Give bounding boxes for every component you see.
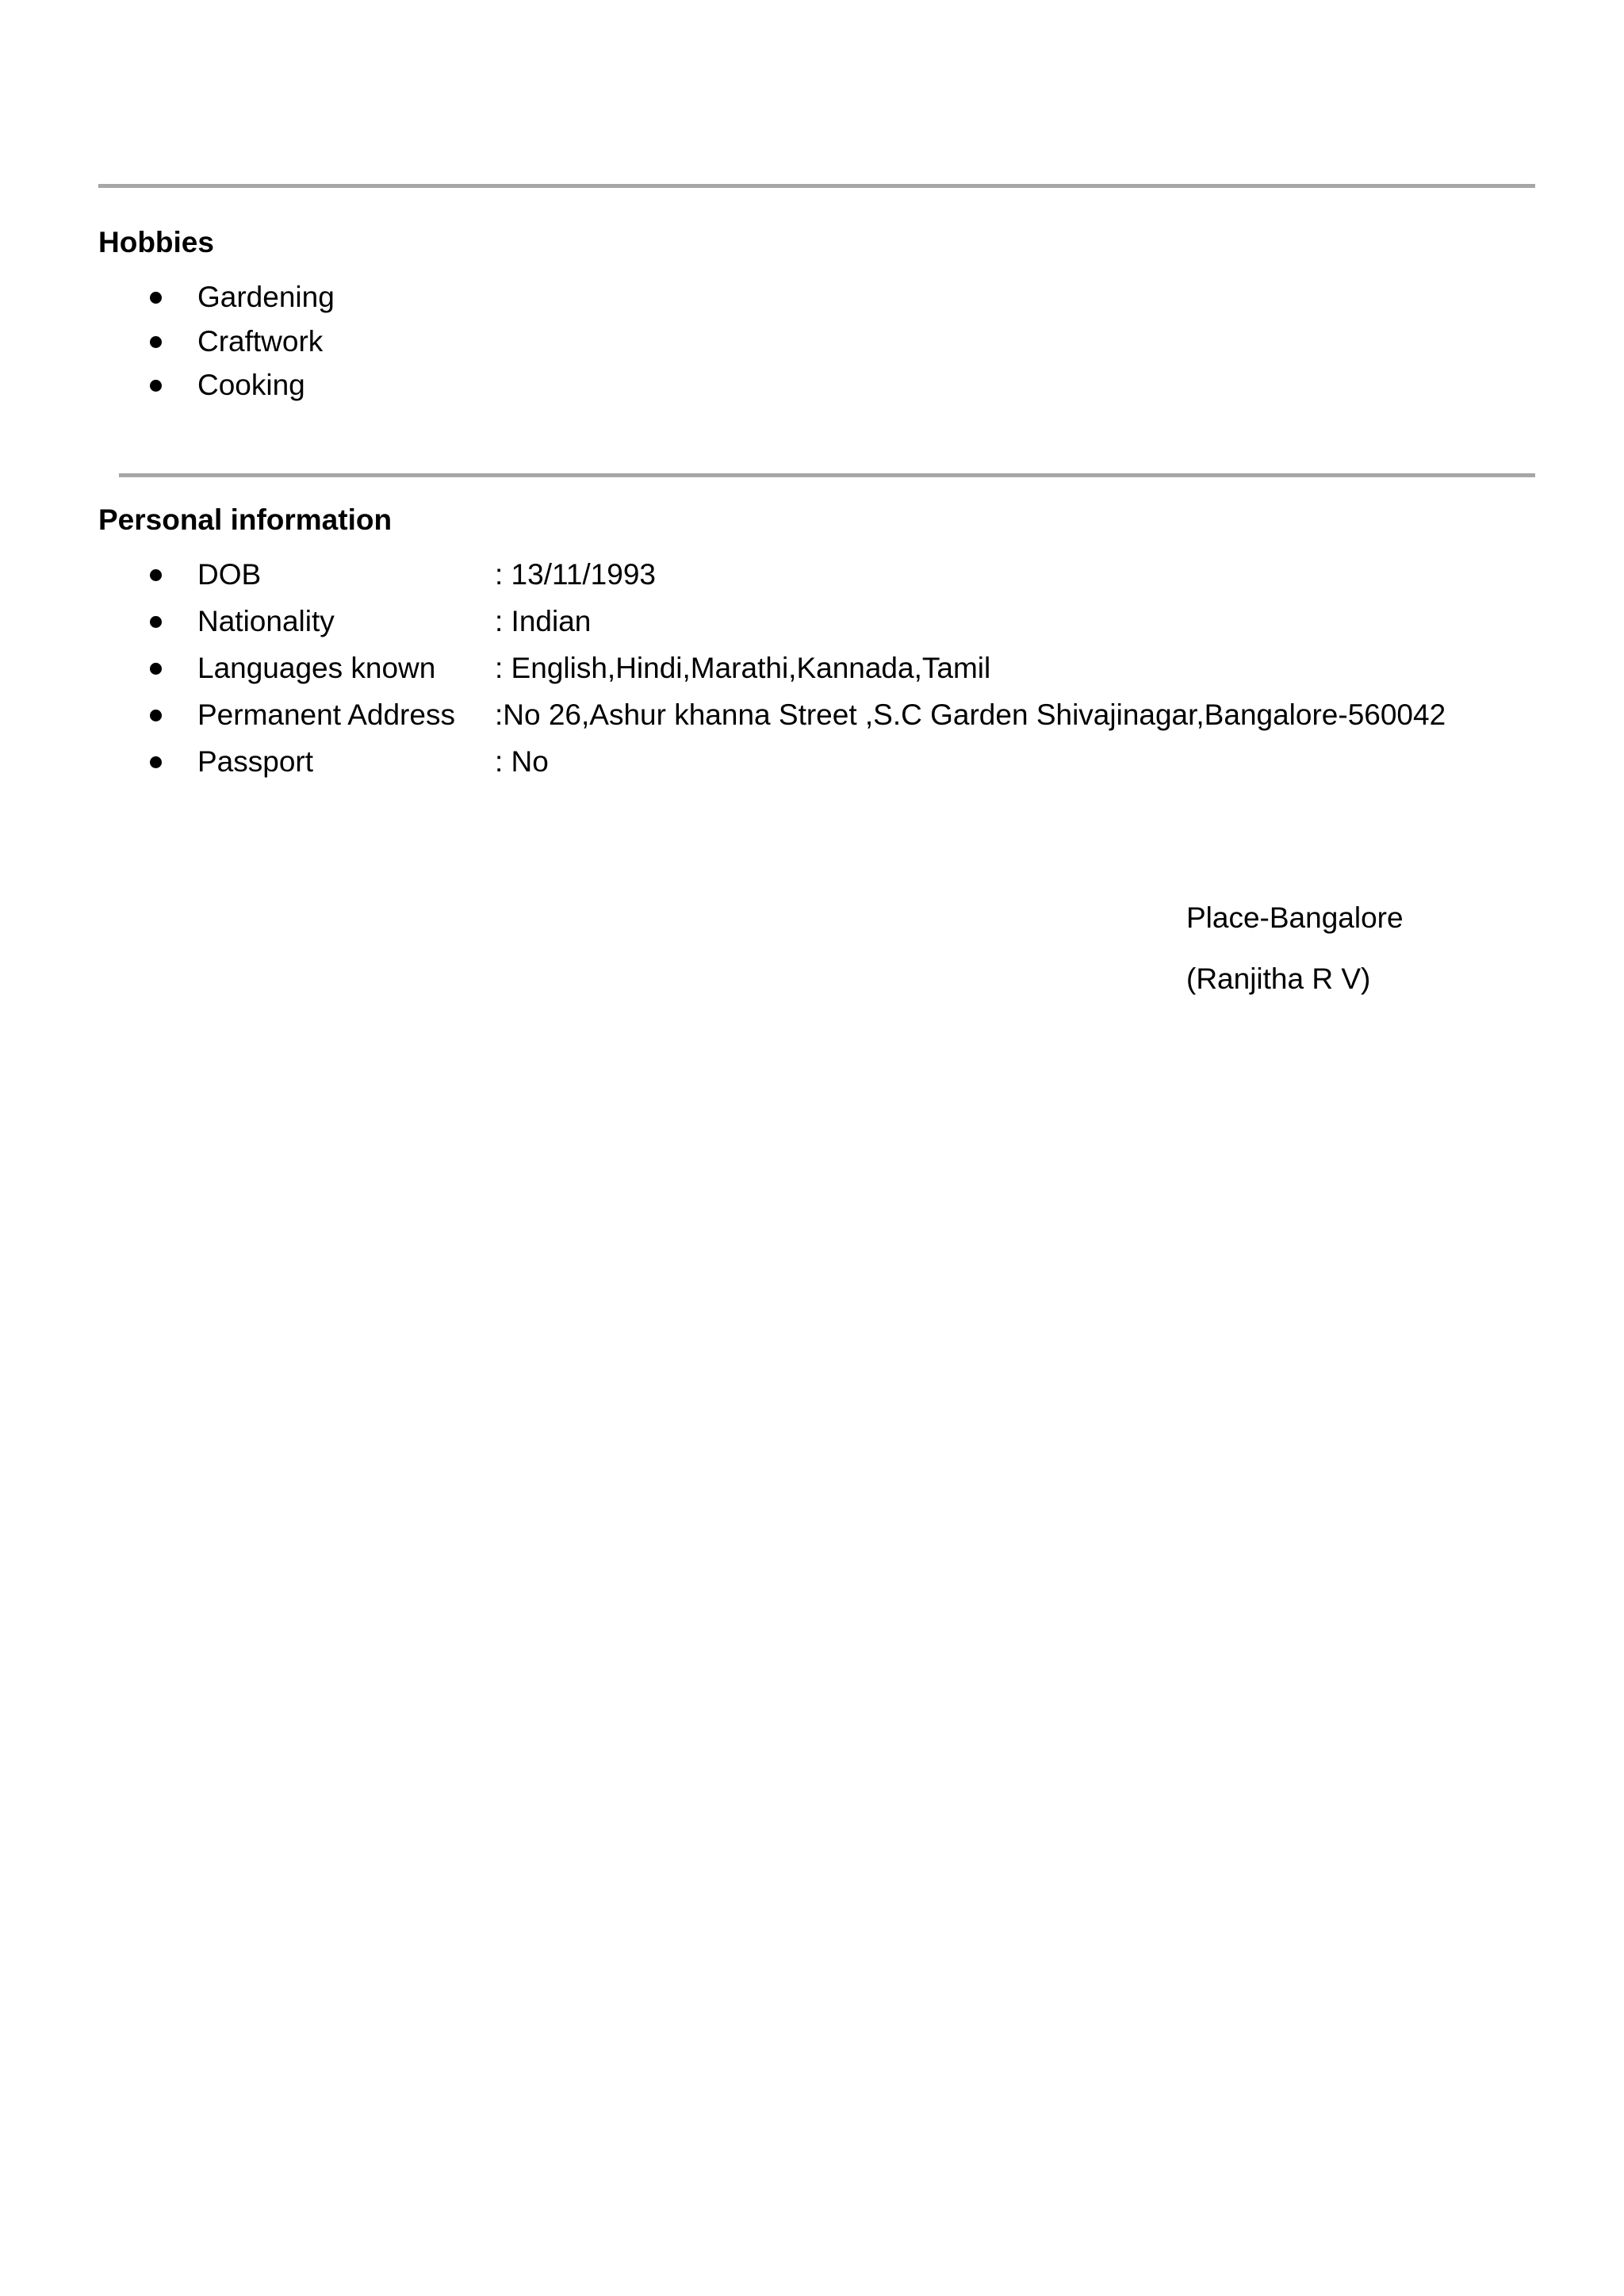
personal-info-heading: Personal information — [98, 503, 393, 536]
bullet-icon — [150, 710, 162, 721]
hobby-label: Gardening — [197, 281, 335, 313]
signature-name: (Ranjitha R V) — [1186, 962, 1371, 995]
info-value: : 13/11/1993 — [495, 558, 656, 591]
info-label: Nationality — [197, 605, 335, 637]
bullet-icon — [150, 336, 162, 348]
signature-place: Place-Bangalore — [1186, 901, 1404, 934]
info-value: :No 26,Ashur khanna Street ,S.C Garden Shivajinagar,Bangalore-560042 — [495, 698, 1446, 731]
info-label: Languages known — [197, 652, 436, 684]
bullet-icon — [150, 616, 162, 628]
bullet-icon — [150, 569, 162, 581]
info-label: Passport — [197, 745, 314, 778]
bullet-icon — [150, 380, 162, 392]
info-label: Permanent Address — [197, 698, 455, 731]
info-value: : English,Hindi,Marathi,Kannada,Tamil — [495, 652, 991, 684]
hobby-label: Cooking — [197, 369, 305, 401]
section-divider-middle — [119, 473, 1535, 477]
hobby-label: Craftwork — [197, 325, 324, 358]
bullet-icon — [150, 663, 162, 675]
hobbies-heading: Hobbies — [98, 226, 214, 258]
section-divider-top — [98, 184, 1535, 188]
bullet-icon — [150, 756, 162, 768]
info-value: : Indian — [495, 605, 592, 637]
info-value: : No — [495, 745, 549, 778]
bullet-icon — [150, 292, 162, 304]
info-label: DOB — [197, 558, 262, 591]
